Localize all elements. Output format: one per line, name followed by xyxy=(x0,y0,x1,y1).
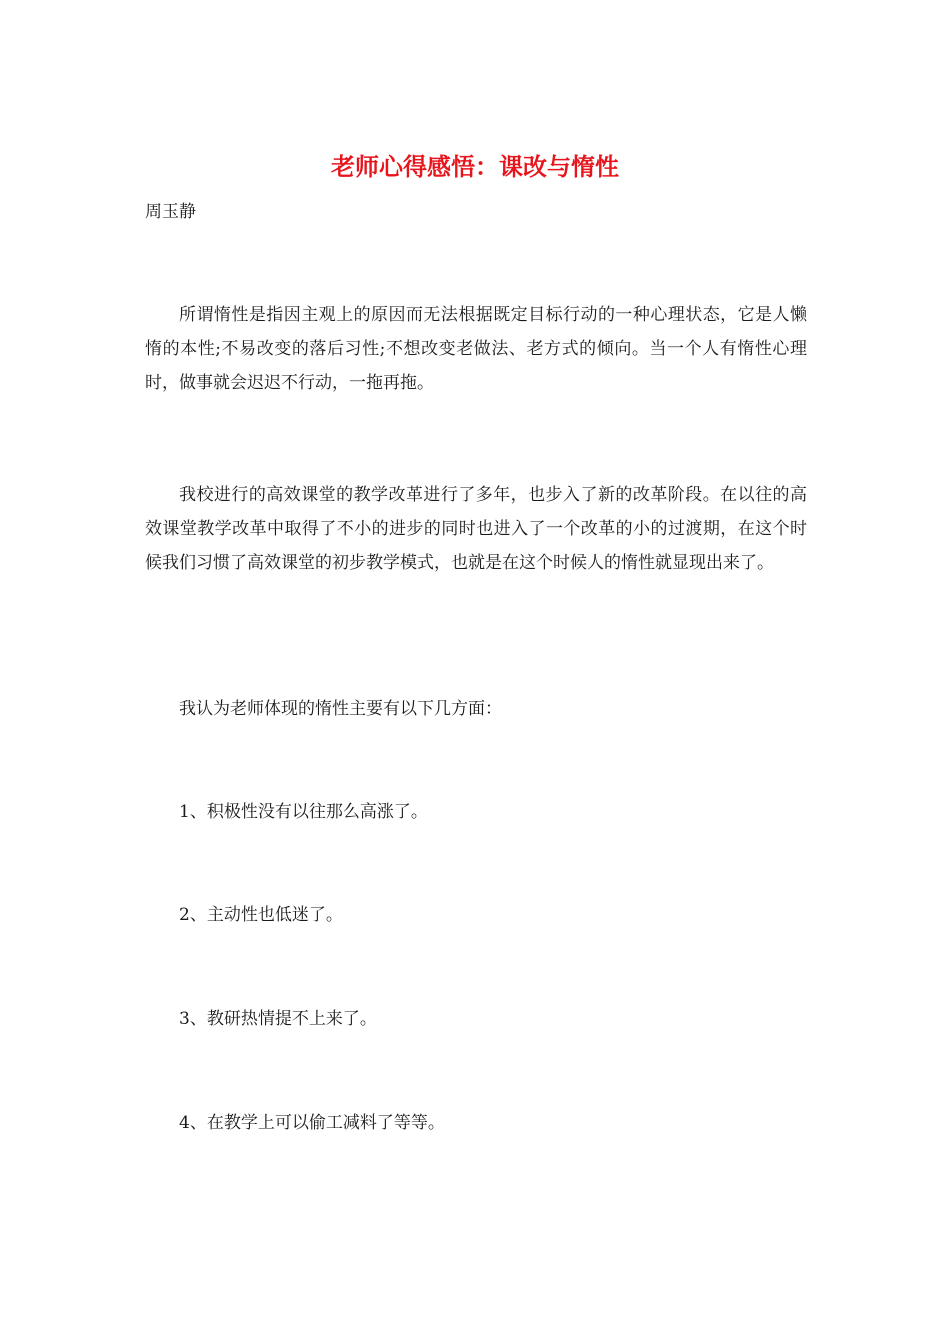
author-name: 周玉静 xyxy=(145,202,196,222)
paragraph-reform: 我校进行的高效课堂的教学改革进行了多年，也步入了新的改革阶段。在以往的高效课堂教学改革中取得了不小的进步的同时也进入了一个改革的小的过渡期，在这个时候我们习惯了高效课堂的初步教学模式，也就是在这个时候人的惰性就显现出来了。 xyxy=(145,485,807,573)
paragraph-definition: 所谓惰性是指因主观上的原因而无法根据既定目标行动的一种心理状态，它是人懒惰的本性;不易改变的落后习性;不想改变老做法、老方式的倾向。当一个人有惰性心理时，做事就会迟迟不行动，一拖再拖。 xyxy=(145,305,807,393)
list-item: 1、积极性没有以往那么高涨了。 xyxy=(179,802,428,822)
list-item: 4、在教学上可以偷工减料了等等。 xyxy=(179,1113,445,1133)
list-item: 3、教研热情提不上来了。 xyxy=(179,1009,377,1029)
paragraph-intro-list: 我认为老师体现的惰性主要有以下几方面： xyxy=(179,699,502,719)
document-title: 老师心得感悟：课改与惰性 xyxy=(331,153,619,181)
list-item: 2、主动性也低迷了。 xyxy=(179,905,343,925)
